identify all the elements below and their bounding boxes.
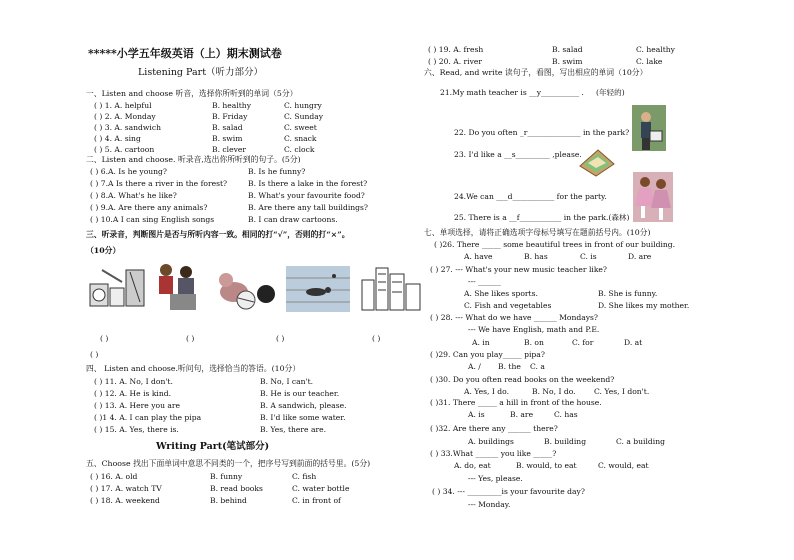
option-b: B. She is funny. [598, 289, 658, 298]
option-b: B. No, I do. [532, 387, 576, 396]
option-c: C. Fish and vegetables [464, 301, 552, 310]
answer-blank-1[interactable]: ( ) [100, 334, 109, 343]
option-a: A. / [468, 362, 481, 371]
option-b: B. on [524, 338, 544, 347]
question-28: ( ) 28. --- What do we have ______ Mondays? [430, 313, 598, 322]
option-c: C. water bottle [292, 484, 350, 493]
question-20: ( ) 20. A. river [428, 57, 483, 66]
question-3: ( ) 3. A. sandwich [94, 123, 161, 132]
option-b: B. Yes, there are. [260, 425, 327, 434]
option-c: C. a building [616, 437, 665, 446]
option-b: B. Are there any tall buildings? [248, 203, 368, 212]
section-2-heading: 二、Listen and choose. 听录音,选出你所听到的句子。(5分) [86, 155, 301, 164]
question-15: ( ) 15. A. Yes, there is. [94, 425, 179, 434]
option-c: C. healthy [636, 45, 675, 54]
question-33: ( ) 33.What ______ you like _____? [430, 449, 557, 458]
option-c: C. fish [292, 472, 317, 481]
question-21-hint: (年轻的) [596, 88, 625, 97]
question-12: ( ) 12. A. He is kind. [94, 389, 172, 398]
option-b: B. I'd like some water. [260, 413, 346, 422]
question-1: ( ) 1. A. helpful [94, 101, 152, 110]
dancing-girls-picture [633, 172, 673, 222]
reading-girl-picture [632, 105, 666, 151]
question-27: ( ) 27. --- What's your new music teacher like? [430, 265, 607, 274]
option-c: C. clock [284, 145, 315, 154]
question-8: ( ) 8.A. What's he like? [90, 191, 177, 200]
question-34: ( ) 34. --- _________is your favourite day? [432, 487, 585, 496]
option-a: A. Yes, I do. [464, 387, 510, 396]
option-d: D. at [624, 338, 643, 347]
answer-blank-3[interactable]: ( ) [276, 334, 285, 343]
question-2: ( ) 2. A. Monday [94, 112, 156, 121]
option-c: C. snack [284, 134, 317, 143]
option-b: B. are [510, 410, 534, 419]
question-6: ( ) 6.A. Is he young? [90, 167, 167, 176]
question-19: ( ) 19. A. fresh [428, 45, 484, 54]
option-b: B. A sandwich, please. [260, 401, 347, 410]
swimming-picture [286, 266, 350, 312]
question-14: ( )1 4. A. I can play the pipa [94, 413, 202, 422]
question-4: ( ) 4. A. sing [94, 134, 141, 143]
option-c: C. would, eat [598, 461, 649, 470]
option-b: B. funny [210, 472, 243, 481]
option-a: A. is [468, 410, 485, 419]
section-5-heading: 五、Choose 找出下面单词中意思不同类的一个，把序号写到前面的括号里。(5分) [86, 459, 371, 468]
writing-part-title: Writing Part(笔试部分) [156, 441, 270, 452]
option-c: C. for [572, 338, 594, 347]
question-24: 24.We can ___d___________ for the party. [454, 192, 607, 201]
option-a: A. in [472, 338, 490, 347]
question-9: ( ) 9.A. Are there any animals? [90, 203, 208, 212]
option-c: C. Sunday [284, 112, 324, 121]
question-30: ( )30. Do you often read books on the weekend? [430, 375, 615, 384]
answer-line: --- Monday. [468, 500, 511, 509]
buildings-picture [360, 264, 422, 312]
page-title: *****小学五年级英语（上）期末测试卷 [88, 47, 282, 60]
option-b: B. healthy [212, 101, 251, 110]
option-b: B. No, I can't. [260, 377, 314, 386]
option-b: B. the [498, 362, 521, 371]
option-c: C. lake [636, 57, 663, 66]
question-13: ( ) 13. A. Here you are [94, 401, 181, 410]
question-31: ( )31. There _____ a hill in front of the house. [430, 398, 602, 407]
answer-line: --- ______ [468, 277, 501, 286]
option-b: B. Is he funny? [248, 167, 306, 176]
option-b: B. Friday [212, 112, 248, 121]
people-picture [156, 262, 204, 312]
laundry-picture [88, 262, 148, 312]
option-b: B. has [524, 252, 548, 261]
section-1-heading: 一、Listen and choose 听音，选择你所听到的单词（5分） [86, 89, 298, 98]
option-c: C. Yes, I don't. [594, 387, 650, 396]
option-b: B. swim [212, 134, 243, 143]
section-6-heading: 六、Read, and write 读句子，看图，写出相应的单词（10分） [424, 68, 648, 77]
option-b: B. clever [212, 145, 246, 154]
question-10: ( ) 10.A I can sing English songs [90, 215, 215, 224]
option-b: B. I can draw cartoons. [248, 215, 338, 224]
answer-line: --- We have English, math and P.E. [468, 325, 600, 334]
question-32: ( )32. Are there any ______ there? [430, 424, 558, 433]
option-d: D. She likes my mother. [598, 301, 690, 310]
option-a: A. have [464, 252, 493, 261]
section-3-heading: 三、听录音，判断图片是否与所听内容一致。相同的打“√”，否则的打“×”。 [86, 230, 350, 239]
question-18: ( ) 18. A. weekend [90, 496, 160, 505]
option-b: B. swim [552, 57, 583, 66]
option-c: C. hungry [284, 101, 322, 110]
question-11: ( ) 11. A. No, I don't. [94, 377, 173, 386]
dog-ball-picture [216, 262, 276, 312]
question-23: 23. I'd like a __s_________ ,please. [454, 150, 582, 159]
option-b: B. Is there a lake in the forest? [248, 179, 368, 188]
option-b: B. would, to eat [516, 461, 577, 470]
question-21: 21.My math teacher is __y__________ . [440, 88, 584, 97]
question-17: ( ) 17. A. watch TV [90, 484, 162, 493]
question-26: ( )26. There _____ some beautiful trees in front of our building. [434, 240, 676, 249]
section-4-heading: 四、 Listen and choose.听问句，选择恰当的答语。(10分） [86, 364, 301, 373]
option-c: C. sweet [284, 123, 317, 132]
answer-blank-4[interactable]: ( ) [372, 334, 381, 343]
option-b: B. salad [552, 45, 583, 54]
option-b: B. salad [212, 123, 243, 132]
option-b: B. building [544, 437, 587, 446]
option-c: C. in front of [292, 496, 341, 505]
option-b: B. read books [210, 484, 263, 493]
answer-blank-2[interactable]: ( ) [186, 334, 195, 343]
option-a: A. buildings [468, 437, 514, 446]
option-c: C. a [530, 362, 545, 371]
sandwich-picture [578, 146, 616, 178]
question-7: ( ) 7.A Is there a river in the forest? [90, 179, 228, 188]
question-25: 25. There is a __f___________ in the park.(森林) [454, 213, 630, 222]
option-a: A. do, eat [454, 461, 491, 470]
section-7-heading: 七、单项选择，请将正确选项字母标号填写在题前括号内。(10分) [424, 228, 651, 237]
answer-blank-5[interactable]: ( ) [90, 350, 99, 359]
question-5: ( ) 5. A. cartoon [94, 145, 155, 154]
option-a: A. She likes sports. [464, 289, 538, 298]
option-c: C. has [554, 410, 578, 419]
question-29: ( )29. Can you play_____ pipa? [430, 350, 545, 359]
section-3-score: （10分） [86, 246, 121, 255]
option-b: B. behind [210, 496, 247, 505]
option-b: B. What's your favourite food? [248, 191, 365, 200]
question-16: ( ) 16. A. old [90, 472, 138, 481]
option-d: D. are [628, 252, 652, 261]
listening-part-title: Listening Part（听力部分） [138, 67, 264, 78]
answer-line: --- Yes, please. [468, 474, 523, 483]
option-c: C. is [580, 252, 597, 261]
option-b: B. He is our teacher. [260, 389, 340, 398]
question-22: 22. Do you often _r______________ in the park? [454, 128, 630, 137]
